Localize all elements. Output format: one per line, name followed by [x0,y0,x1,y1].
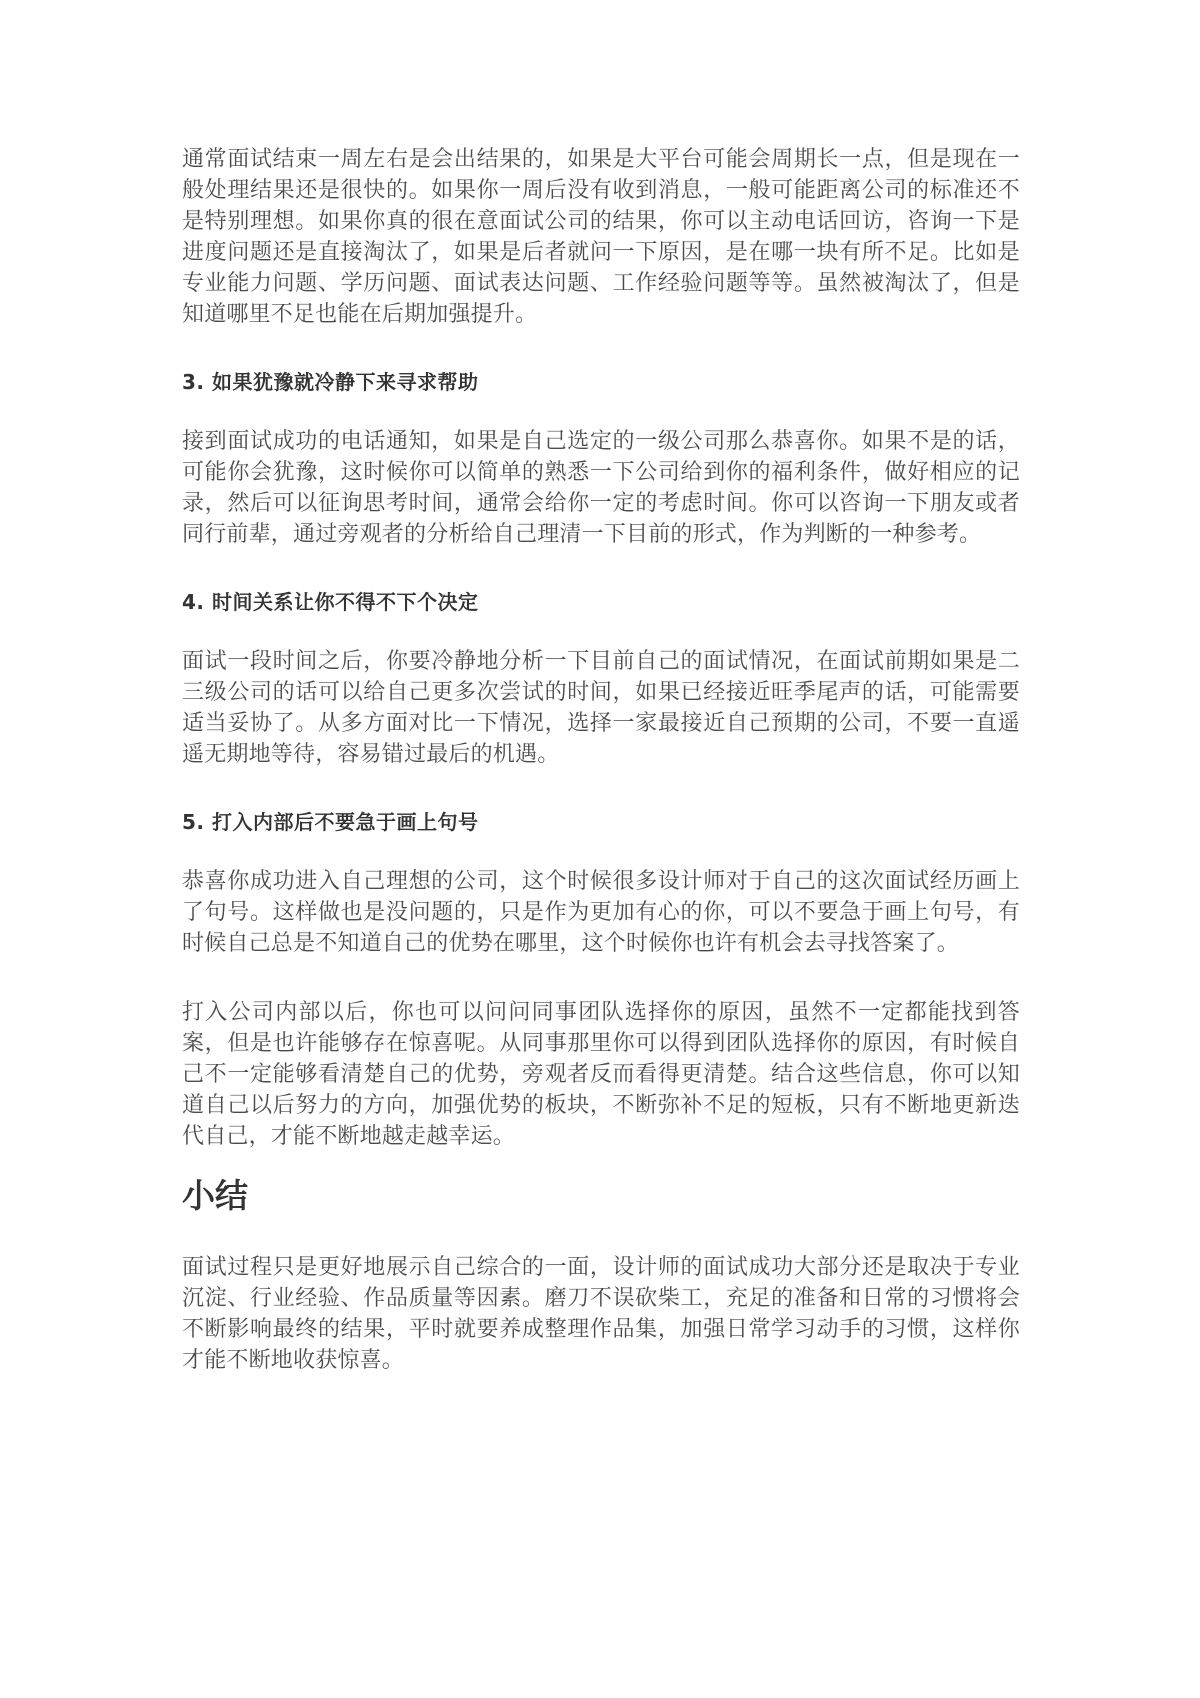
paragraph-dont-end-early: 恭喜你成功进入自己理想的公司，这个时候很多设计师对于自己的这次面试经历画上了句号。这样做也是没问题的，只是作为更加有心的你，可以不要急于画上句号，有时候自己总是不知道自己的优势在哪里，这个时候你也许有机会去寻找答案了。 [182,869,1020,956]
spacer [182,1152,1020,1176]
summary-heading: 小结 [182,1176,248,1215]
paragraph-result-follow-up: 通常面试结束一周左右是会出结果的，如果是大平台可能会周期长一点，但是现在一般处理结果还是很快的。如果你一周后没有收到消息，一般可能距离公司的标准还不是特别理想。如果你真的很在意面试公司的结果，你可以主动电话回访，咨询一下是进度问题还是直接淘汰了，如果是后者就问一下原因，是在哪一块有所不足。比如是专业能力问题、学历问题、面试表达问题、工作经验问题等等。虽然被淘汰了，但是知道哪里不足也能在后期加强提升。 [182,147,1020,327]
section-heading-5: 5. 打入内部后不要急于画上句号 [182,810,479,834]
paragraph-ask-colleagues: 打入公司内部以后，你也可以问问同事团队选择你的原因，虽然不一定都能找到答案，但是也许能够存在惊喜呢。从同事那里你可以得到团队选择你的原因，有时候自己不一定能够看清楚自己的优势，旁观者反而看得更清楚。结合这些信息，你可以知道自己以后努力的方向，加强优势的板块，不断弥补不足的短板，只有不断地更新迭代自己，才能不断地越走越幸运。 [182,1000,1020,1149]
section-heading-4: 4. 时间关系让你不得不下个决定 [182,590,479,614]
spacer [182,1216,1020,1252]
spacer [182,550,1020,588]
spacer [182,836,1020,866]
spacer [182,330,1020,368]
paragraph-summary: 面试过程只是更好地展示自己综合的一面，设计师的面试成功大部分还是取决于专业沉淀、行业经验、作品质量等因素。磨刀不误砍柴工，充足的准备和日常的习惯将会不断影响最终的结果，平时就要养成整理作品集，加强日常学习动手的习惯，这样你才能不断地收获惊喜。 [182,1255,1020,1373]
spacer [182,396,1020,426]
paragraph-seek-help: 接到面试成功的电话通知，如果是自己选定的一级公司那么恭喜你。如果不是的话，可能你会犹豫，这时候你可以简单的熟悉一下公司给到你的福利条件，做好相应的记录，然后可以征询思考时间，通常会给你一定的考虑时间。你可以咨询一下朋友或者同行前辈，通过旁观者的分析给自己理清一下目前的形式，作为判断的一种参考。 [182,429,1020,547]
section-heading-3: 3. 如果犹豫就冷静下来寻求帮助 [182,370,479,394]
spacer [182,616,1020,646]
paragraph-make-decision: 面试一段时间之后，你要冷静地分析一下目前自己的面试情况，在面试前期如果是二三级公司的话可以给自己更多次尝试的时间，如果已经接近旺季尾声的话，可能需要适当妥协了。从多方面对比一下情况，选择一家最接近自己预期的公司，不要一直遥遥无期地等待，容易错过最后的机遇。 [182,649,1020,767]
spacer [182,959,1020,997]
spacer [182,770,1020,808]
